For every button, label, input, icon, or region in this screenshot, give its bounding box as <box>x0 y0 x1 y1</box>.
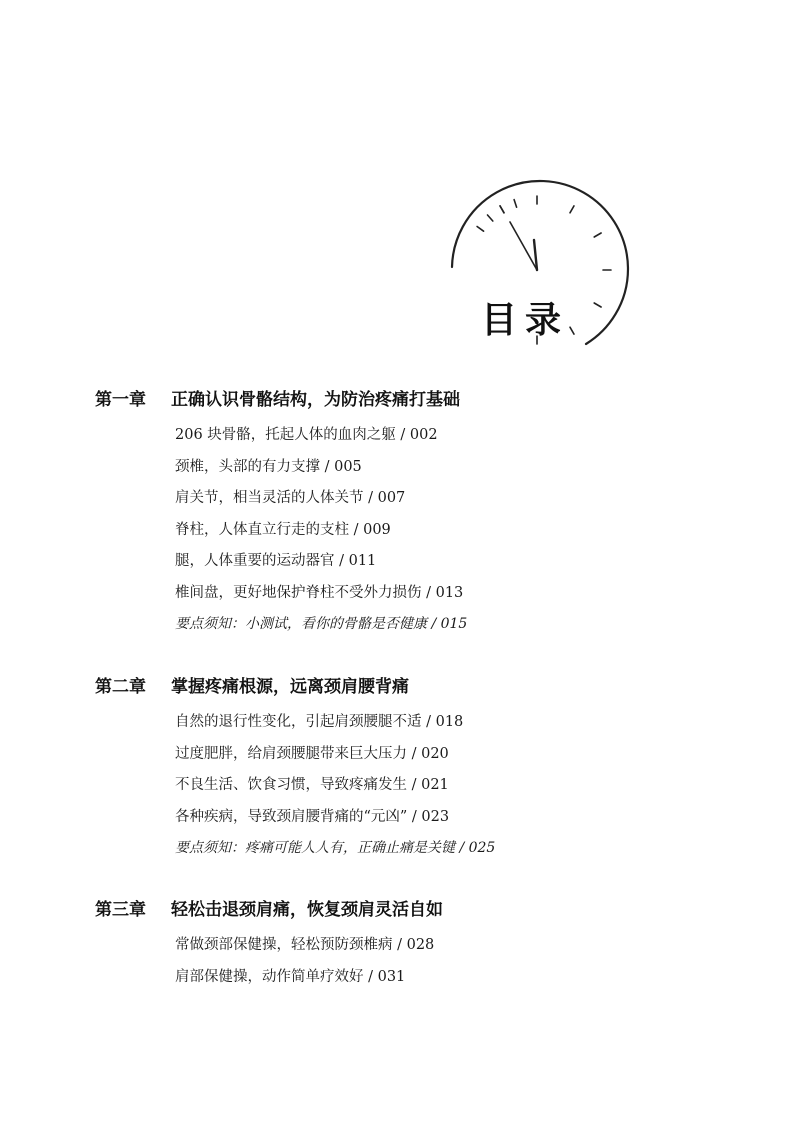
toc-entry[interactable]: 不良生活、饮食习惯，导致疼痛发生 / 021 <box>175 777 449 793</box>
toc-entry[interactable]: 各种疾病，导致颈肩腰背痛的“元凶” / 023 <box>175 808 450 825</box>
chapter-title: 掌握疼痛根源，远离颈肩腰背痛 <box>171 677 409 697</box>
toc-entry[interactable]: 椎间盘，更好地保护脊柱不受外力损伤 / 013 <box>175 584 464 601</box>
clock-tick <box>594 233 601 237</box>
toc-entry[interactable]: 过度肥胖，给肩颈腰腿带来巨大压力 / 020 <box>175 745 449 762</box>
toc-entry[interactable]: 腿，人体重要的运动器官 / 011 <box>175 553 377 569</box>
clock-tick <box>570 327 574 334</box>
toc-entry[interactable]: 自然的退行性变化，引起肩颈腰腿不适 / 018 <box>175 714 464 730</box>
toc-entry[interactable]: 颈椎，头部的有力支撑 / 005 <box>175 458 362 475</box>
chapter-number: 第二章 <box>95 677 146 697</box>
toc-entry[interactable]: 206 块骨骼，托起人体的血肉之躯 / 002 <box>175 427 438 443</box>
chapter-heading[interactable] <box>95 386 460 414</box>
toc-entry[interactable]: 常做颈部保健操，轻松预防颈椎病 / 028 <box>175 937 435 953</box>
toc-entry[interactable]: 肩关节，相当灵活的人体关节 / 007 <box>175 490 406 506</box>
entry-list <box>175 707 495 865</box>
chapter-title: 正确认识骨骼结构，为防治疼痛打基础 <box>171 390 460 410</box>
entry-list <box>175 420 467 641</box>
toc-entry[interactable]: 肩部保健操，动作简单疗效好 / 031 <box>175 968 406 985</box>
clock-tick <box>570 206 574 213</box>
chapter-heading[interactable] <box>95 673 409 701</box>
toc-entry-key-points[interactable]: 要点须知：小测试，看你的骨骼是否健康 / 015 <box>175 616 468 632</box>
clock-tick <box>594 303 601 307</box>
chapter-number: 第三章 <box>95 900 146 920</box>
clock-minute-hand <box>510 222 537 270</box>
clock-tick <box>500 206 504 213</box>
toc-entry[interactable]: 脊柱，人体直立行走的支柱 / 009 <box>175 521 391 538</box>
toc-entry-key-points[interactable]: 要点须知：疼痛可能人人有，正确止痛是关键 / 025 <box>175 840 496 856</box>
clock-tick <box>514 200 517 208</box>
toc-title: 目录 <box>481 300 570 341</box>
clock-tick <box>477 227 484 232</box>
chapter-number: 第一章 <box>95 390 146 410</box>
chapter-heading[interactable] <box>95 896 443 924</box>
chapter-title: 轻松击退颈肩痛，恢复颈肩灵活自如 <box>171 900 443 920</box>
clock-tick <box>488 215 493 221</box>
entry-list <box>175 930 434 993</box>
